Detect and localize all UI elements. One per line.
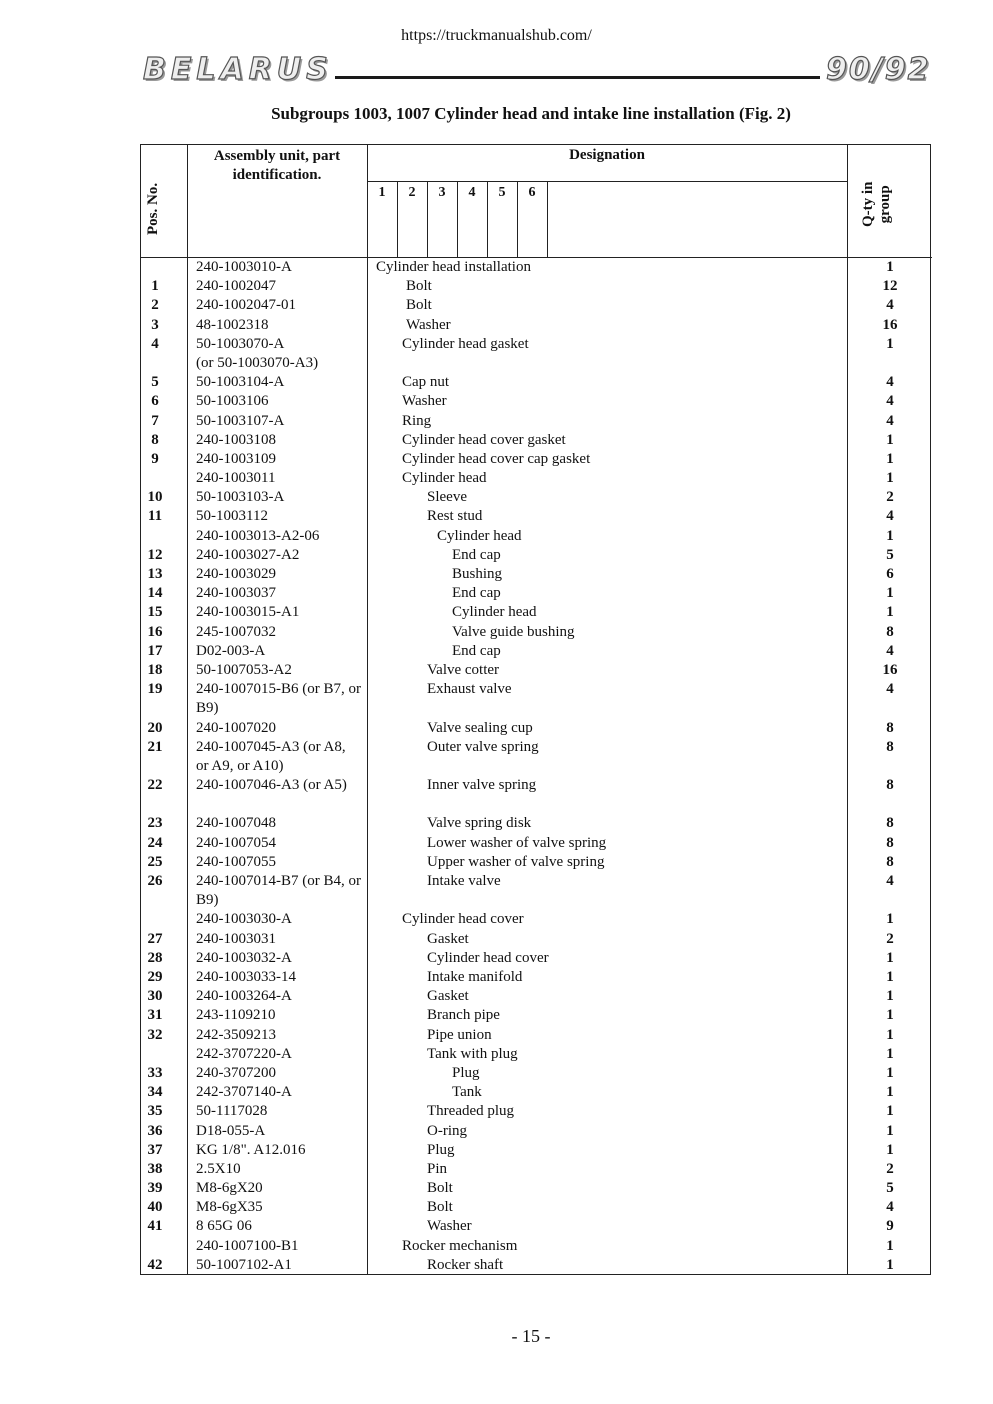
designation-text: End cap bbox=[452, 546, 501, 563]
quantity: 6 bbox=[886, 566, 894, 582]
table-row bbox=[141, 1102, 932, 1121]
quantity: 8 bbox=[886, 834, 894, 851]
parts-table bbox=[140, 144, 931, 1275]
page-number: - 15 - bbox=[511, 1326, 551, 1346]
pos-number: 24 bbox=[147, 834, 163, 851]
table-row bbox=[141, 316, 932, 335]
part-number: 240-1007055 bbox=[196, 853, 276, 870]
table-row bbox=[141, 1064, 932, 1083]
part-number: D18-055-A bbox=[196, 1122, 266, 1139]
pos-number: 15 bbox=[147, 604, 163, 621]
designation-text: Cylinder head cover bbox=[427, 949, 549, 966]
part-number: 240-1003109 bbox=[196, 450, 276, 467]
designation-text: Gasket bbox=[427, 930, 469, 947]
designation-text: Bushing bbox=[452, 566, 503, 582]
level-2-label: 2 bbox=[408, 185, 416, 200]
table-row bbox=[141, 412, 932, 431]
pos-number: 12 bbox=[147, 546, 163, 563]
designation-text: Rocker mechanism bbox=[402, 1237, 518, 1254]
quantity: 1 bbox=[886, 1103, 894, 1120]
level-divider bbox=[397, 182, 398, 258]
table-row bbox=[141, 431, 932, 450]
designation-text: Ring bbox=[402, 412, 432, 429]
designation-text: Upper washer of valve spring bbox=[427, 853, 605, 870]
pos-number: 41 bbox=[147, 1218, 163, 1235]
designation-subrule bbox=[367, 181, 847, 182]
quantity: 4 bbox=[886, 393, 894, 410]
pos-number: 27 bbox=[147, 930, 163, 947]
part-number: 2.5X10 bbox=[196, 1160, 241, 1177]
table-row bbox=[141, 968, 932, 987]
quantity: 1 bbox=[886, 1256, 894, 1273]
designation-text: Rest stud bbox=[427, 508, 483, 525]
table-row bbox=[141, 814, 932, 833]
designation-text: Cylinder head cover cap gasket bbox=[402, 450, 591, 467]
quantity: 2 bbox=[886, 489, 894, 506]
part-number: 240-1007048 bbox=[196, 815, 276, 832]
table-row bbox=[141, 642, 932, 661]
table-row bbox=[141, 872, 932, 910]
page-title: Subgroups 1003, 1007 Cylinder head and intake line installation (Fig. 2) bbox=[271, 104, 791, 123]
table-row bbox=[141, 527, 932, 546]
level-divider bbox=[457, 182, 458, 258]
part-number: 240-1007100-B1 bbox=[196, 1237, 299, 1254]
table-row bbox=[141, 1006, 932, 1025]
level-1-label: 1 bbox=[378, 185, 386, 200]
pos-number: 14 bbox=[147, 585, 163, 602]
quantity: 4 bbox=[886, 1199, 894, 1216]
part-number: 8 65G 06 bbox=[196, 1218, 252, 1235]
quantity: 1 bbox=[886, 1237, 894, 1254]
level-divider bbox=[547, 182, 548, 258]
table-row bbox=[141, 584, 932, 603]
part-number: 50-1003103-A bbox=[196, 489, 285, 506]
table-row bbox=[141, 335, 932, 354]
designation-text: Cylinder head gasket bbox=[402, 335, 529, 352]
designation-text: End cap bbox=[452, 585, 501, 602]
part-number: M8-6gX35 bbox=[196, 1199, 263, 1216]
designation-text: Cylinder head bbox=[437, 527, 522, 544]
table-row bbox=[141, 469, 932, 488]
part-number: 243-1109210 bbox=[196, 1007, 276, 1024]
designation-text: Washer bbox=[427, 1218, 472, 1235]
designation-text: Exhaust valve bbox=[427, 681, 512, 698]
designation-text: Washer bbox=[406, 316, 451, 333]
designation-text: Cap nut bbox=[402, 374, 450, 391]
pos-number: 31 bbox=[147, 1007, 163, 1024]
table-row bbox=[141, 834, 932, 853]
table-row bbox=[141, 565, 932, 584]
table-row bbox=[141, 296, 932, 315]
quantity: 1 bbox=[886, 527, 894, 544]
header-rule bbox=[335, 76, 820, 79]
pos-number: 19 bbox=[147, 681, 163, 698]
pos-number: 11 bbox=[147, 508, 163, 525]
quantity: 1 bbox=[886, 1141, 894, 1158]
part-number: 240-1003264-A bbox=[196, 988, 292, 1005]
part-number: 50-1003112 bbox=[196, 508, 268, 525]
quantity: 4 bbox=[886, 508, 894, 525]
table-row bbox=[141, 910, 932, 929]
level-divider bbox=[517, 182, 518, 258]
designation-text: Gasket bbox=[427, 988, 469, 1005]
level-4-label: 4 bbox=[468, 185, 476, 200]
part-number: D02-003-A bbox=[196, 642, 266, 659]
table-row bbox=[141, 507, 932, 526]
designation-text: Inner valve spring bbox=[427, 777, 537, 794]
designation-text: Tank with plug bbox=[427, 1045, 518, 1062]
quantity: 1 bbox=[886, 988, 894, 1005]
pos-number: 40 bbox=[147, 1199, 163, 1216]
quantity: 4 bbox=[886, 374, 894, 391]
table-row bbox=[141, 987, 932, 1006]
part-number: (or 50-1003070-A3) bbox=[196, 354, 319, 371]
table-row bbox=[141, 680, 932, 718]
pos-number: 33 bbox=[147, 1064, 163, 1081]
table-row bbox=[141, 373, 932, 392]
designation-text: Cylinder head bbox=[402, 470, 487, 487]
quantity: 1 bbox=[886, 604, 894, 621]
part-number: 240-1003029 bbox=[196, 566, 276, 582]
quantity: 1 bbox=[886, 949, 894, 966]
table-row bbox=[141, 1217, 932, 1236]
brand-logo: BELARUS bbox=[143, 52, 333, 87]
pos-number: 36 bbox=[147, 1122, 163, 1139]
quantity: 8 bbox=[886, 853, 894, 870]
part-number: 242-3707220-A bbox=[196, 1045, 292, 1062]
part-number: 240-1003015-A1 bbox=[196, 604, 300, 621]
designation-text: Valve spring disk bbox=[427, 815, 532, 832]
part-number: 240-1003108 bbox=[196, 431, 276, 448]
pos-number: 34 bbox=[147, 1084, 163, 1101]
designation-text: Bolt bbox=[406, 278, 432, 295]
designation-text: O-ring bbox=[427, 1122, 467, 1139]
quantity: 5 bbox=[886, 1180, 894, 1197]
part-number: 240-1007045-A3 (or A8, or A9, or A10) bbox=[196, 738, 346, 774]
table-row bbox=[141, 354, 932, 373]
quantity: 1 bbox=[886, 335, 894, 352]
quantity: 4 bbox=[886, 642, 894, 659]
pos-number: 4 bbox=[151, 335, 159, 352]
pos-number: 3 bbox=[151, 316, 159, 333]
quantity: 1 bbox=[886, 1064, 894, 1081]
table-row bbox=[141, 1026, 932, 1045]
part-number: 240-1007046-A3 (or A5) bbox=[196, 777, 347, 794]
header-assembly-unit: Assembly unit, part identification. bbox=[213, 148, 341, 183]
quantity: 1 bbox=[886, 1026, 894, 1043]
table-row bbox=[141, 1237, 932, 1256]
part-number: 240-3707200 bbox=[196, 1064, 276, 1081]
table-row bbox=[141, 776, 932, 814]
pos-number: 28 bbox=[147, 949, 163, 966]
table-row bbox=[141, 853, 932, 872]
part-number: 240-1003037 bbox=[196, 585, 276, 602]
designation-text: Intake manifold bbox=[427, 969, 523, 985]
pos-number: 29 bbox=[147, 969, 163, 985]
pos-number: 26 bbox=[147, 873, 163, 890]
part-number: 50-1003107-A bbox=[196, 412, 285, 429]
pos-number: 32 bbox=[147, 1026, 163, 1043]
quantity: 8 bbox=[886, 738, 894, 755]
quantity: 12 bbox=[882, 278, 898, 295]
part-number: 240-1003033-14 bbox=[196, 969, 296, 985]
quantity: 1 bbox=[886, 1045, 894, 1062]
table-body bbox=[141, 258, 932, 1275]
level-3-label: 3 bbox=[438, 185, 446, 200]
part-number: 240-1007020 bbox=[196, 719, 276, 736]
pos-number: 5 bbox=[151, 374, 159, 391]
quantity: 1 bbox=[886, 969, 894, 985]
part-number: 242-3509213 bbox=[196, 1026, 276, 1043]
designation-text: Pipe union bbox=[427, 1026, 492, 1043]
pos-number: 37 bbox=[147, 1141, 163, 1158]
quantity: 5 bbox=[886, 546, 894, 563]
part-number: 240-1003027-A2 bbox=[196, 546, 300, 563]
designation-text: Threaded plug bbox=[427, 1103, 515, 1120]
designation-text: Cylinder head bbox=[452, 604, 537, 621]
pos-number: 35 bbox=[147, 1103, 163, 1120]
table-row bbox=[141, 1083, 932, 1102]
part-number: 242-3707140-A bbox=[196, 1084, 292, 1101]
designation-text: Bolt bbox=[406, 297, 432, 314]
designation-text: Plug bbox=[427, 1141, 455, 1158]
part-number: 240-1003030-A bbox=[196, 911, 292, 928]
quantity: 8 bbox=[886, 623, 894, 640]
quantity: 8 bbox=[886, 719, 894, 736]
quantity: 2 bbox=[886, 930, 894, 947]
pos-number: 21 bbox=[147, 738, 163, 755]
designation-text: Plug bbox=[452, 1064, 480, 1081]
table-row bbox=[141, 450, 932, 469]
header-qty-in-group bbox=[860, 182, 894, 227]
table-row bbox=[141, 546, 932, 565]
table-row bbox=[141, 258, 932, 277]
level-divider bbox=[427, 182, 428, 258]
pos-number: 39 bbox=[147, 1180, 163, 1197]
quantity: 4 bbox=[886, 873, 894, 890]
part-number: 240-1003032-A bbox=[196, 949, 292, 966]
part-number: 240-1003010-A bbox=[196, 259, 292, 275]
table-row bbox=[141, 623, 932, 642]
designation-text: Washer bbox=[402, 393, 447, 410]
pos-number: 25 bbox=[147, 853, 163, 870]
table-row bbox=[141, 603, 932, 622]
designation-text: Cylinder head cover bbox=[402, 911, 524, 928]
pos-number: 23 bbox=[147, 815, 163, 832]
part-number: 240-1002047 bbox=[196, 278, 276, 295]
quantity: 8 bbox=[886, 777, 894, 794]
part-number: 240-1007054 bbox=[196, 834, 276, 851]
quantity: 1 bbox=[886, 585, 894, 602]
designation-text: Valve guide bushing bbox=[452, 623, 575, 640]
source-url[interactable]: https://truckmanualshub.com/ bbox=[401, 27, 592, 44]
table-row bbox=[141, 1141, 932, 1160]
part-number: 50-1003106 bbox=[196, 393, 269, 410]
designation-text: Bolt bbox=[427, 1180, 453, 1197]
quantity: 1 bbox=[886, 259, 894, 275]
pos-number: 22 bbox=[147, 777, 163, 794]
designation-text: Valve cotter bbox=[427, 661, 500, 678]
table-row bbox=[141, 1122, 932, 1141]
part-number: 48-1002318 bbox=[196, 316, 269, 333]
pos-number: 30 bbox=[147, 988, 163, 1005]
quantity: 4 bbox=[886, 297, 894, 314]
model-logo: 90/92 bbox=[826, 52, 931, 87]
part-number: 50-1007102-A1 bbox=[196, 1256, 292, 1273]
part-number: 240-1003031 bbox=[196, 930, 276, 947]
header-qty-line1: Q-ty in bbox=[860, 181, 876, 227]
pos-number: 6 bbox=[151, 393, 159, 410]
table-row bbox=[141, 930, 932, 949]
part-number: 240-1007014-B7 (or B4, or B9) bbox=[196, 873, 361, 909]
designation-text: Valve sealing cup bbox=[427, 719, 533, 736]
pos-number: 13 bbox=[147, 566, 163, 582]
designation-text: Tank bbox=[452, 1084, 482, 1101]
table-row bbox=[141, 1045, 932, 1064]
pos-number: 20 bbox=[147, 719, 163, 736]
table-row bbox=[141, 661, 932, 680]
table-row bbox=[141, 1198, 932, 1217]
level-5-label: 5 bbox=[498, 185, 506, 200]
table-row bbox=[141, 719, 932, 738]
part-number: 240-1007015-B6 (or B7, or B9) bbox=[196, 681, 361, 717]
part-number: KG 1/8". A12.016 bbox=[196, 1141, 306, 1158]
designation-text: Cylinder head cover gasket bbox=[402, 431, 566, 448]
quantity: 1 bbox=[886, 470, 894, 487]
part-number: 240-1002047-01 bbox=[196, 297, 296, 314]
part-number: 50-1007053-A2 bbox=[196, 661, 292, 678]
table-row bbox=[141, 277, 932, 296]
table-row bbox=[141, 488, 932, 507]
quantity: 1 bbox=[886, 1084, 894, 1101]
table-row bbox=[141, 949, 932, 968]
part-number: 245-1007032 bbox=[196, 623, 276, 640]
designation-text: Sleeve bbox=[427, 489, 467, 506]
level-6-label: 6 bbox=[528, 185, 536, 200]
part-number: 50-1003070-A bbox=[196, 335, 285, 352]
table-row bbox=[141, 738, 932, 776]
part-number: 50-1117028 bbox=[196, 1103, 268, 1120]
quantity: 16 bbox=[882, 661, 898, 678]
part-number: M8-6gX20 bbox=[196, 1180, 263, 1197]
pos-number: 42 bbox=[147, 1256, 163, 1273]
quantity: 8 bbox=[886, 815, 894, 832]
quantity: 4 bbox=[886, 412, 894, 429]
quantity: 1 bbox=[886, 431, 894, 448]
header-qty-line2: group bbox=[877, 185, 893, 224]
designation-text: End cap bbox=[452, 642, 501, 659]
table-row bbox=[141, 1256, 932, 1275]
designation-text: Intake valve bbox=[427, 873, 501, 890]
pos-number: 7 bbox=[151, 412, 159, 429]
pos-number: 18 bbox=[147, 661, 163, 678]
designation-text: Branch pipe bbox=[427, 1007, 500, 1024]
quantity: 1 bbox=[886, 1122, 894, 1139]
table-row bbox=[141, 1179, 932, 1198]
table-row bbox=[141, 392, 932, 411]
designation-text: Outer valve spring bbox=[427, 738, 539, 755]
pos-number: 1 bbox=[151, 278, 159, 295]
quantity: 1 bbox=[886, 911, 894, 928]
pos-number: 16 bbox=[147, 623, 163, 640]
quantity: 4 bbox=[886, 681, 894, 698]
pos-number: 8 bbox=[151, 431, 159, 448]
pos-number: 17 bbox=[147, 642, 163, 659]
pos-number: 10 bbox=[147, 489, 163, 506]
pos-number: 9 bbox=[151, 450, 159, 467]
quantity: 1 bbox=[886, 450, 894, 467]
quantity: 2 bbox=[886, 1160, 894, 1177]
designation-text: Pin bbox=[427, 1160, 448, 1177]
quantity: 1 bbox=[886, 1007, 894, 1024]
part-number: 240-1003013-A2-06 bbox=[196, 527, 320, 544]
pos-number: 2 bbox=[151, 297, 159, 314]
designation-text: Rocker shaft bbox=[427, 1256, 504, 1273]
quantity: 9 bbox=[886, 1218, 894, 1235]
designation-text: Cylinder head installation bbox=[376, 259, 531, 275]
pos-number: 38 bbox=[147, 1160, 163, 1177]
part-number: 240-1003011 bbox=[196, 470, 276, 487]
level-divider bbox=[487, 182, 488, 258]
header-designation: Designation bbox=[569, 147, 645, 163]
part-number: 50-1003104-A bbox=[196, 374, 285, 391]
table-row bbox=[141, 1160, 932, 1179]
designation-text: Lower washer of valve spring bbox=[427, 834, 607, 851]
designation-text: Bolt bbox=[427, 1199, 453, 1216]
quantity: 16 bbox=[882, 316, 898, 333]
header-pos-no: Pos. No. bbox=[145, 182, 161, 235]
